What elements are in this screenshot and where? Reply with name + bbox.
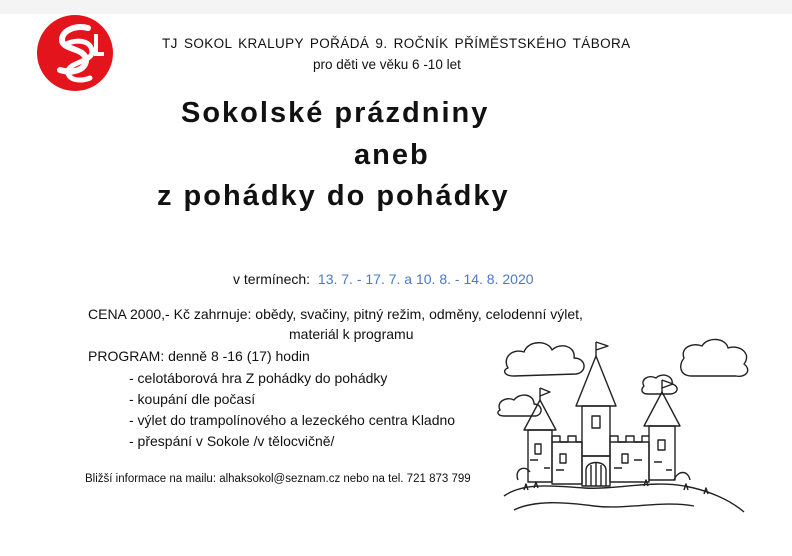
terms-line	[233, 271, 534, 287]
price-line-2: materiál k programu	[289, 326, 414, 342]
program-item: - výlet do trampolínového a lezeckého centra Kladno	[129, 412, 456, 428]
price-line-1: CENA 2000,- Kč zahrnuje: obědy, svačiny, pitný režim, odměny, celodenní výlet,	[88, 306, 583, 322]
program-item: - celotáborová hra Z pohádky do pohádky	[129, 370, 388, 386]
contact-footer: Bližší informace na mailu: alhaksokol@seznam.cz nebo na tel. 721 873 799	[85, 473, 471, 485]
organizer-heading: TJ SOKOL KRALUPY POŘÁDÁ 9. ROČNÍK PŘÍMĚSTSKÉHO TÁBORA	[162, 36, 631, 51]
program-item: - přespání v Sokole /v tělocvičně/	[129, 433, 335, 449]
sokol-logo-icon	[36, 14, 114, 92]
program-heading: PROGRAM: denně 8 -16 (17) hodin	[88, 348, 310, 364]
castle-illustration-icon	[494, 330, 764, 552]
title-line-3: z pohádky do pohádky	[157, 180, 510, 212]
terms-label: v termínech:	[233, 271, 311, 287]
terms-dates: 13. 7. - 17. 7. a 10. 8. - 14. 8. 2020	[317, 271, 534, 287]
top-bar	[0, 0, 792, 14]
age-group-text: pro děti ve věku 6 -10 let	[313, 57, 461, 72]
program-item: - koupání dle počasí	[129, 391, 256, 407]
title-line-1: Sokolské prázdniny	[181, 97, 490, 129]
title-line-2: aneb	[354, 139, 430, 171]
